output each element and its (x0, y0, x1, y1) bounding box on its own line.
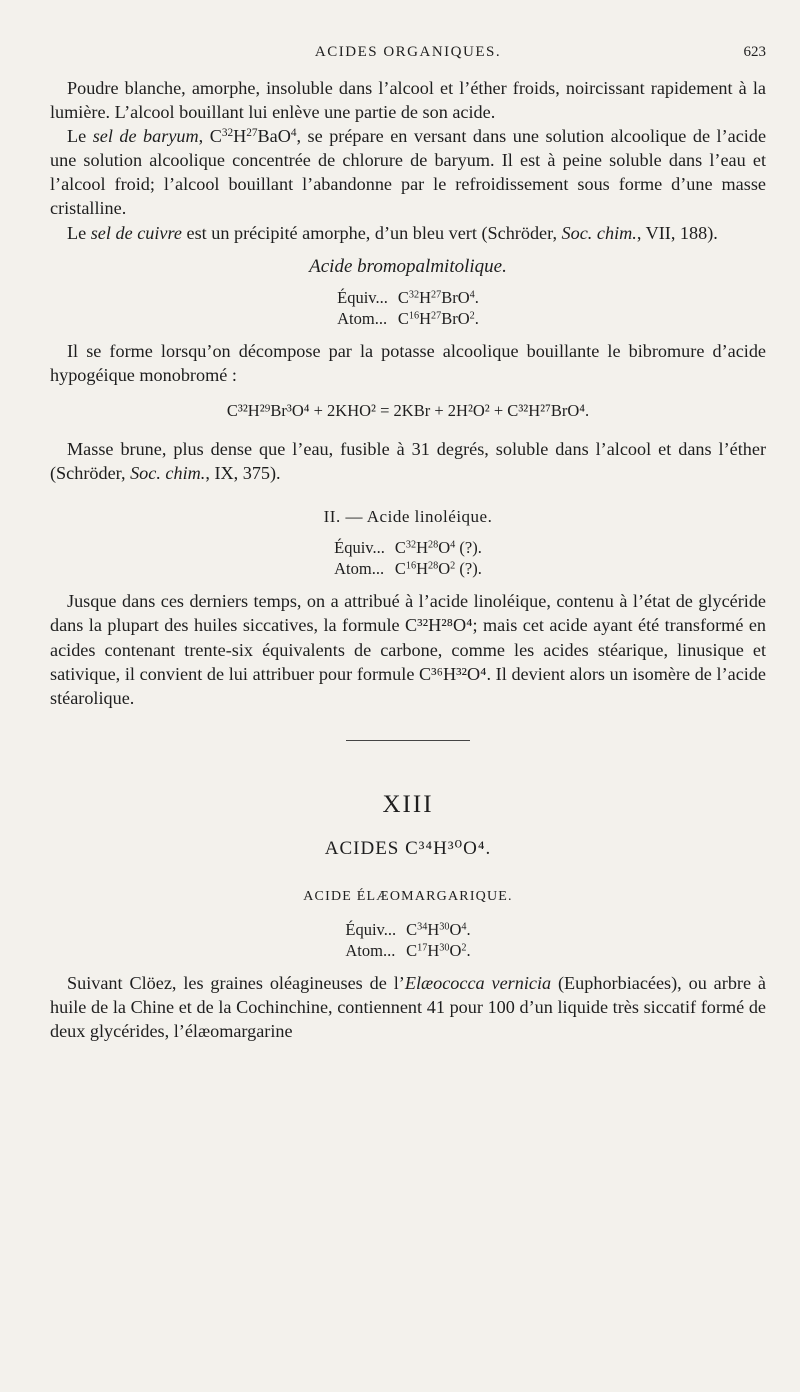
atom-label: Atom... (337, 308, 388, 328)
paragraph: Il se forme lorsqu’on décompose par la potasse alcoolique bouillante le bibromure d’acide hypogéique monobromé : (50, 340, 766, 385)
chapter-title: ACIDES C³⁴H³⁰O⁴. (324, 837, 492, 859)
atom-formula: $C^{17}H^{30}O^2$. (406, 941, 471, 961)
formula-block (50, 287, 766, 329)
reference: Soc. chim. (561, 222, 637, 243)
equiv-formula: $C^{32}H^{28}O^4$ (?). (394, 538, 482, 558)
running-title: ACIDES ORGANIQUES. (314, 44, 502, 60)
term: sel de cuivre (90, 222, 182, 243)
section-heading: II. — Acide linoléique. (323, 507, 493, 527)
paragraph: Masse brune, plus dense que l’eau, fusible à 31 degrés, soluble dans l’alcool et dans l’éther (Schröder, Soc. chim., IX, 375). (50, 439, 766, 484)
page-number: 623 (743, 44, 766, 60)
equiv-label: Équiv... (334, 538, 385, 558)
chapter-number: XIII (382, 790, 434, 818)
formula: $C^{32}H^{27}BaO^4$ (209, 126, 297, 147)
equiv-label: Équiv... (337, 287, 388, 307)
page-body (50, 76, 766, 1043)
formula-block (50, 919, 766, 961)
running-head (50, 44, 766, 68)
chemical-equation: C³²H²⁹Br³O⁴ + 2KHO² = 2KBr + 2H²O² + C³²H²⁷BrO⁴. (226, 400, 590, 420)
paragraph: Suivant Clöez, les graines oléagineuses de l’Elæococca vernicia (Euphorbiacées), ou arbre à huile de la Chine et de la Cochinchine, contiennent 41 pour 100 d’un liquide très siccatif formé de deux glycérides, l’élæomargarine (50, 973, 766, 1042)
atom-formula: $C^{16}H^{28}O^2$ (?). (394, 559, 482, 579)
atom-formula: $C^{16}H^{27}BrO^2$. (397, 308, 479, 328)
paragraph-sel-baryum: Le sel de baryum, $C^{32}H^{27}BaO^4$, se prépare en versant dans une solution alcoolique de l’acide une solution alcoolique concentrée de chlorure de baryum. Il est à peine soluble dans l’eau et l’alcool froid; l’alcool bouillant l’abandonne par le refroidissement sous forme d’une masse cristalline. (50, 126, 767, 219)
atom-label: Atom... (334, 559, 385, 579)
equiv-label: Équiv... (345, 920, 397, 940)
atom-label: Atom... (345, 941, 396, 961)
term: Elæococca vernicia (404, 973, 552, 994)
equiv-formula: $C^{34}H^{30}O^4$. (406, 920, 471, 940)
formula-block (50, 537, 766, 579)
paragraph-sel-cuivre: Le sel de cuivre est un précipité amorphe, d’un bleu vert (Schröder, Soc. chim., VII, 188). (67, 222, 718, 243)
equiv-formula: $C^{32}H^{27}BrO^4$. (397, 287, 479, 307)
section-divider (346, 740, 470, 741)
paragraph: Poudre blanche, amorphe, insoluble dans l’alcool et l’éther froids, noircissant rapidement à la lumière. L’alcool bouillant lui enlève une partie de son acide. (50, 78, 766, 123)
section-heading: Acide bromopalmitolique. (309, 255, 507, 277)
paragraph: Jusque dans ces derniers temps, on a attribué à l’acide linoléique, contenu à l’état de glycéride dans la plupart des huiles siccatives, la formule C³²H²⁸O⁴; mais cet acide ayant été transformé en acides contenant trente-six équivalents de carbone, comme les acides stéarique, linusique et sativique, il convient de lui attribuer pour formule C³⁶H³²O⁴. Il devient alors un isomère de l’acide stéarolique. (50, 591, 766, 708)
reference: Soc. chim. (130, 463, 206, 484)
section-heading: ACIDE ÉLÆOMARGARIQUE. (303, 888, 513, 904)
term: sel de baryum (92, 126, 199, 147)
